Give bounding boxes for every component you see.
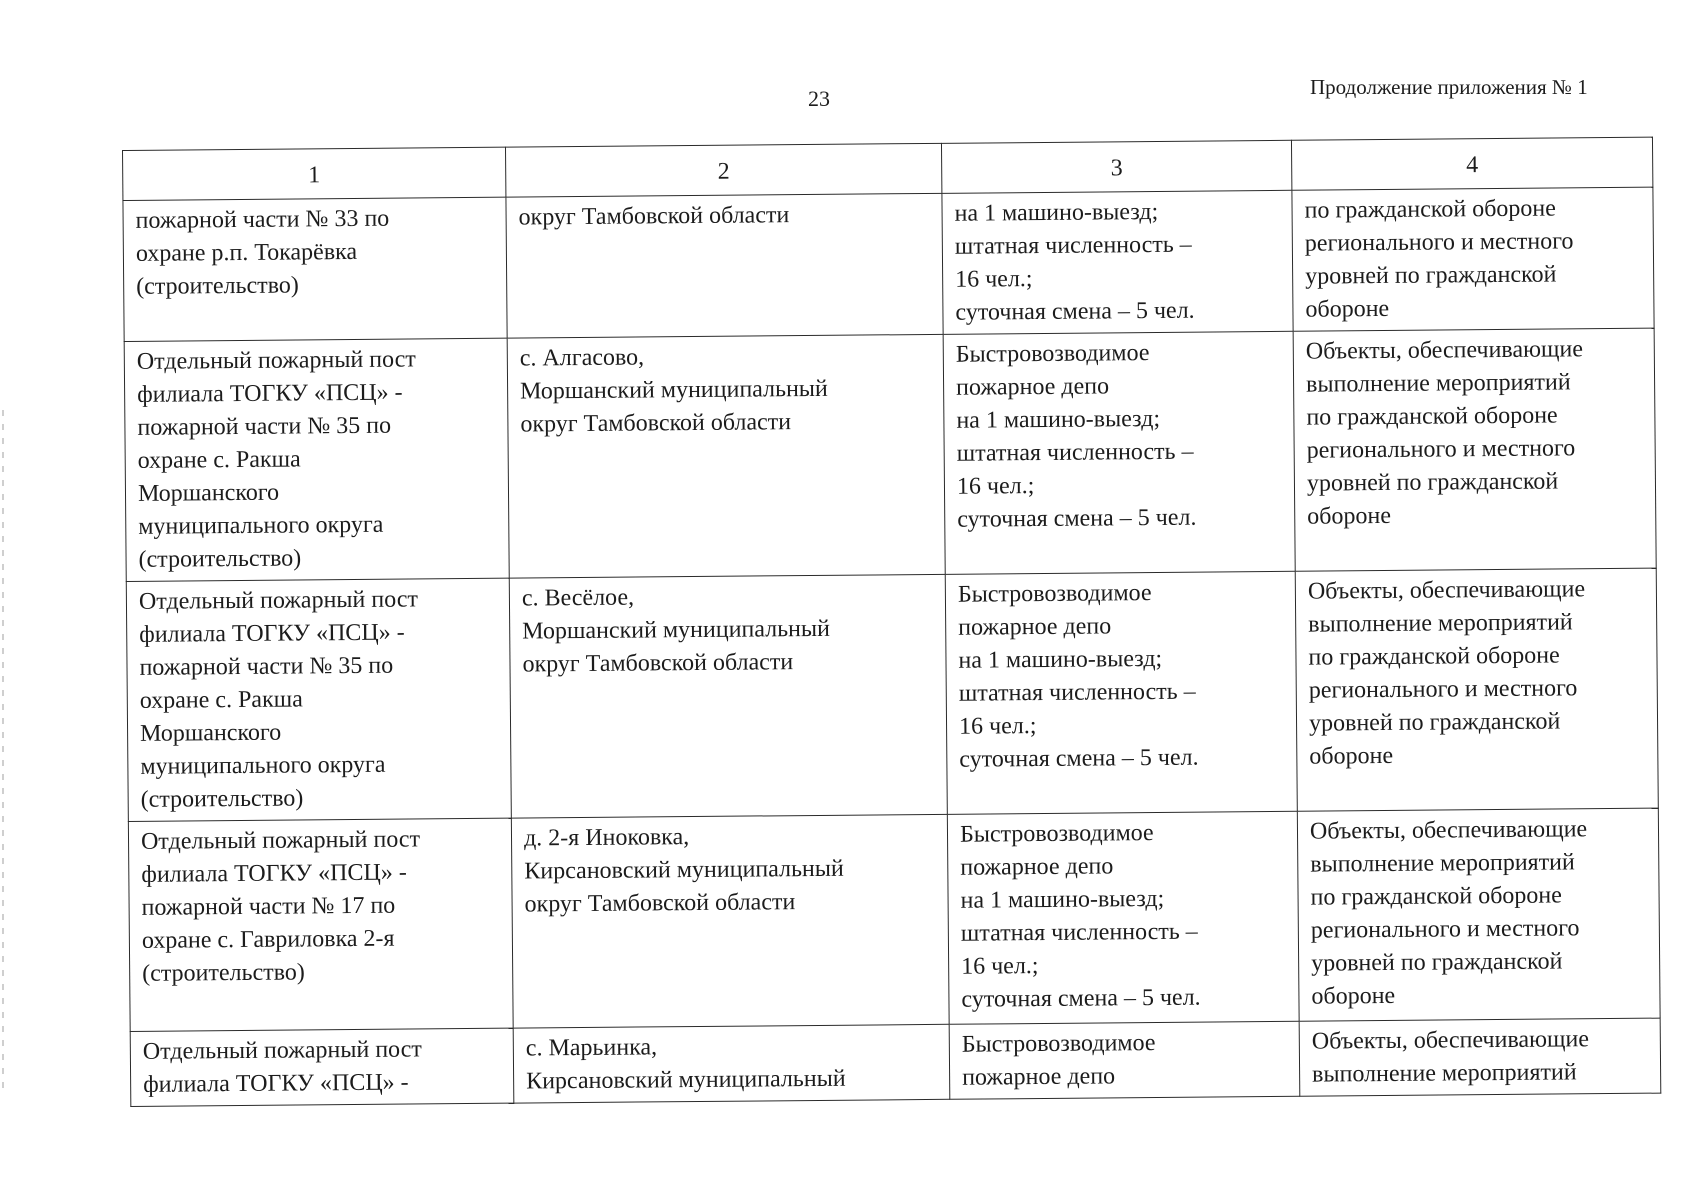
facility-name-cell: пожарной части № 33 по охране р.п. Токарёвка (строительство) (123, 197, 507, 341)
appendix-continuation-label: Продолжение приложения № 1 (1310, 75, 1588, 99)
specification-cell: Быстровозводимое пожарное депо на 1 машино-выезд; штатная численность – 16 чел.; суточная смена – 5 чел. (945, 571, 1297, 814)
column-number-2: 2 (505, 143, 941, 197)
page-number: 23 (808, 86, 830, 111)
specification-cell: Быстровозводимое пожарное депо на 1 машино-выезд; штатная численность – 16 чел.; суточная смена – 5 чел. (943, 331, 1295, 574)
column-number-1: 1 (123, 147, 506, 200)
column-number-4: 4 (1291, 137, 1652, 190)
location-cell: с. Марьинка, Кирсановский муниципальный (513, 1024, 950, 1103)
location-cell: с. Весёлое, Моршанский муниципальный округ Тамбовской области (509, 574, 947, 818)
location-cell: округ Тамбовской области (506, 193, 943, 338)
purpose-cell: Объекты, обеспечивающие выполнение мероприятий (1299, 1018, 1661, 1096)
specification-cell: на 1 машино-выезд; штатная численность – 16 чел.; суточная смена – 5 чел. (942, 190, 1293, 334)
column-number-3: 3 (941, 140, 1291, 193)
purpose-cell: Объекты, обеспечивающие выполнение мероприятий по гражданской обороне регионального и местного уровней по гражданской обороне (1295, 568, 1658, 811)
table-row (123, 187, 1654, 341)
appendix-table (122, 137, 1661, 1107)
scan-margin-artifact (2, 410, 4, 1090)
facility-name-cell: Отдельный пожарный пост филиала ТОГКУ «ПСЦ» - пожарной части № 35 по охране с. Ракша Моршанского муниципального округа (строительство) (124, 338, 509, 581)
table-row (128, 808, 1660, 1031)
location-cell: с. Алгасово, Моршанский муниципальный округ Тамбовской области (507, 334, 945, 578)
table-row (124, 328, 1656, 581)
purpose-cell: по гражданской обороне регионального и местного уровней по гражданской обороне (1292, 187, 1654, 331)
table-row (130, 1018, 1661, 1106)
specification-cell: Быстровозводимое пожарное депо (949, 1021, 1300, 1099)
table-row (126, 568, 1658, 821)
purpose-cell: Объекты, обеспечивающие выполнение мероприятий по гражданской обороне регионального и местного уровней по гражданской обороне (1297, 808, 1660, 1021)
facility-name-cell: Отдельный пожарный пост филиала ТОГКУ «ПСЦ» - пожарной части № 35 по охране с. Ракша Моршанского муниципального округа (строительство) (126, 578, 511, 821)
location-cell: д. 2-я Иноковка, Кирсановский муниципальный округ Тамбовской области (511, 814, 949, 1028)
facility-name-cell: Отдельный пожарный пост филиала ТОГКУ «ПСЦ» - пожарной части № 17 по охране с. Гавриловка 2-я (строительство) (128, 818, 513, 1031)
purpose-cell: Объекты, обеспечивающие выполнение мероприятий по гражданской обороне регионального и местного уровней по гражданской обороне (1293, 328, 1656, 571)
facility-name-cell: Отдельный пожарный пост филиала ТОГКУ «ПСЦ» - (130, 1028, 514, 1106)
specification-cell: Быстровозводимое пожарное депо на 1 машино-выезд; штатная численность – 16 чел.; суточная смена – 5 чел. (947, 811, 1299, 1024)
